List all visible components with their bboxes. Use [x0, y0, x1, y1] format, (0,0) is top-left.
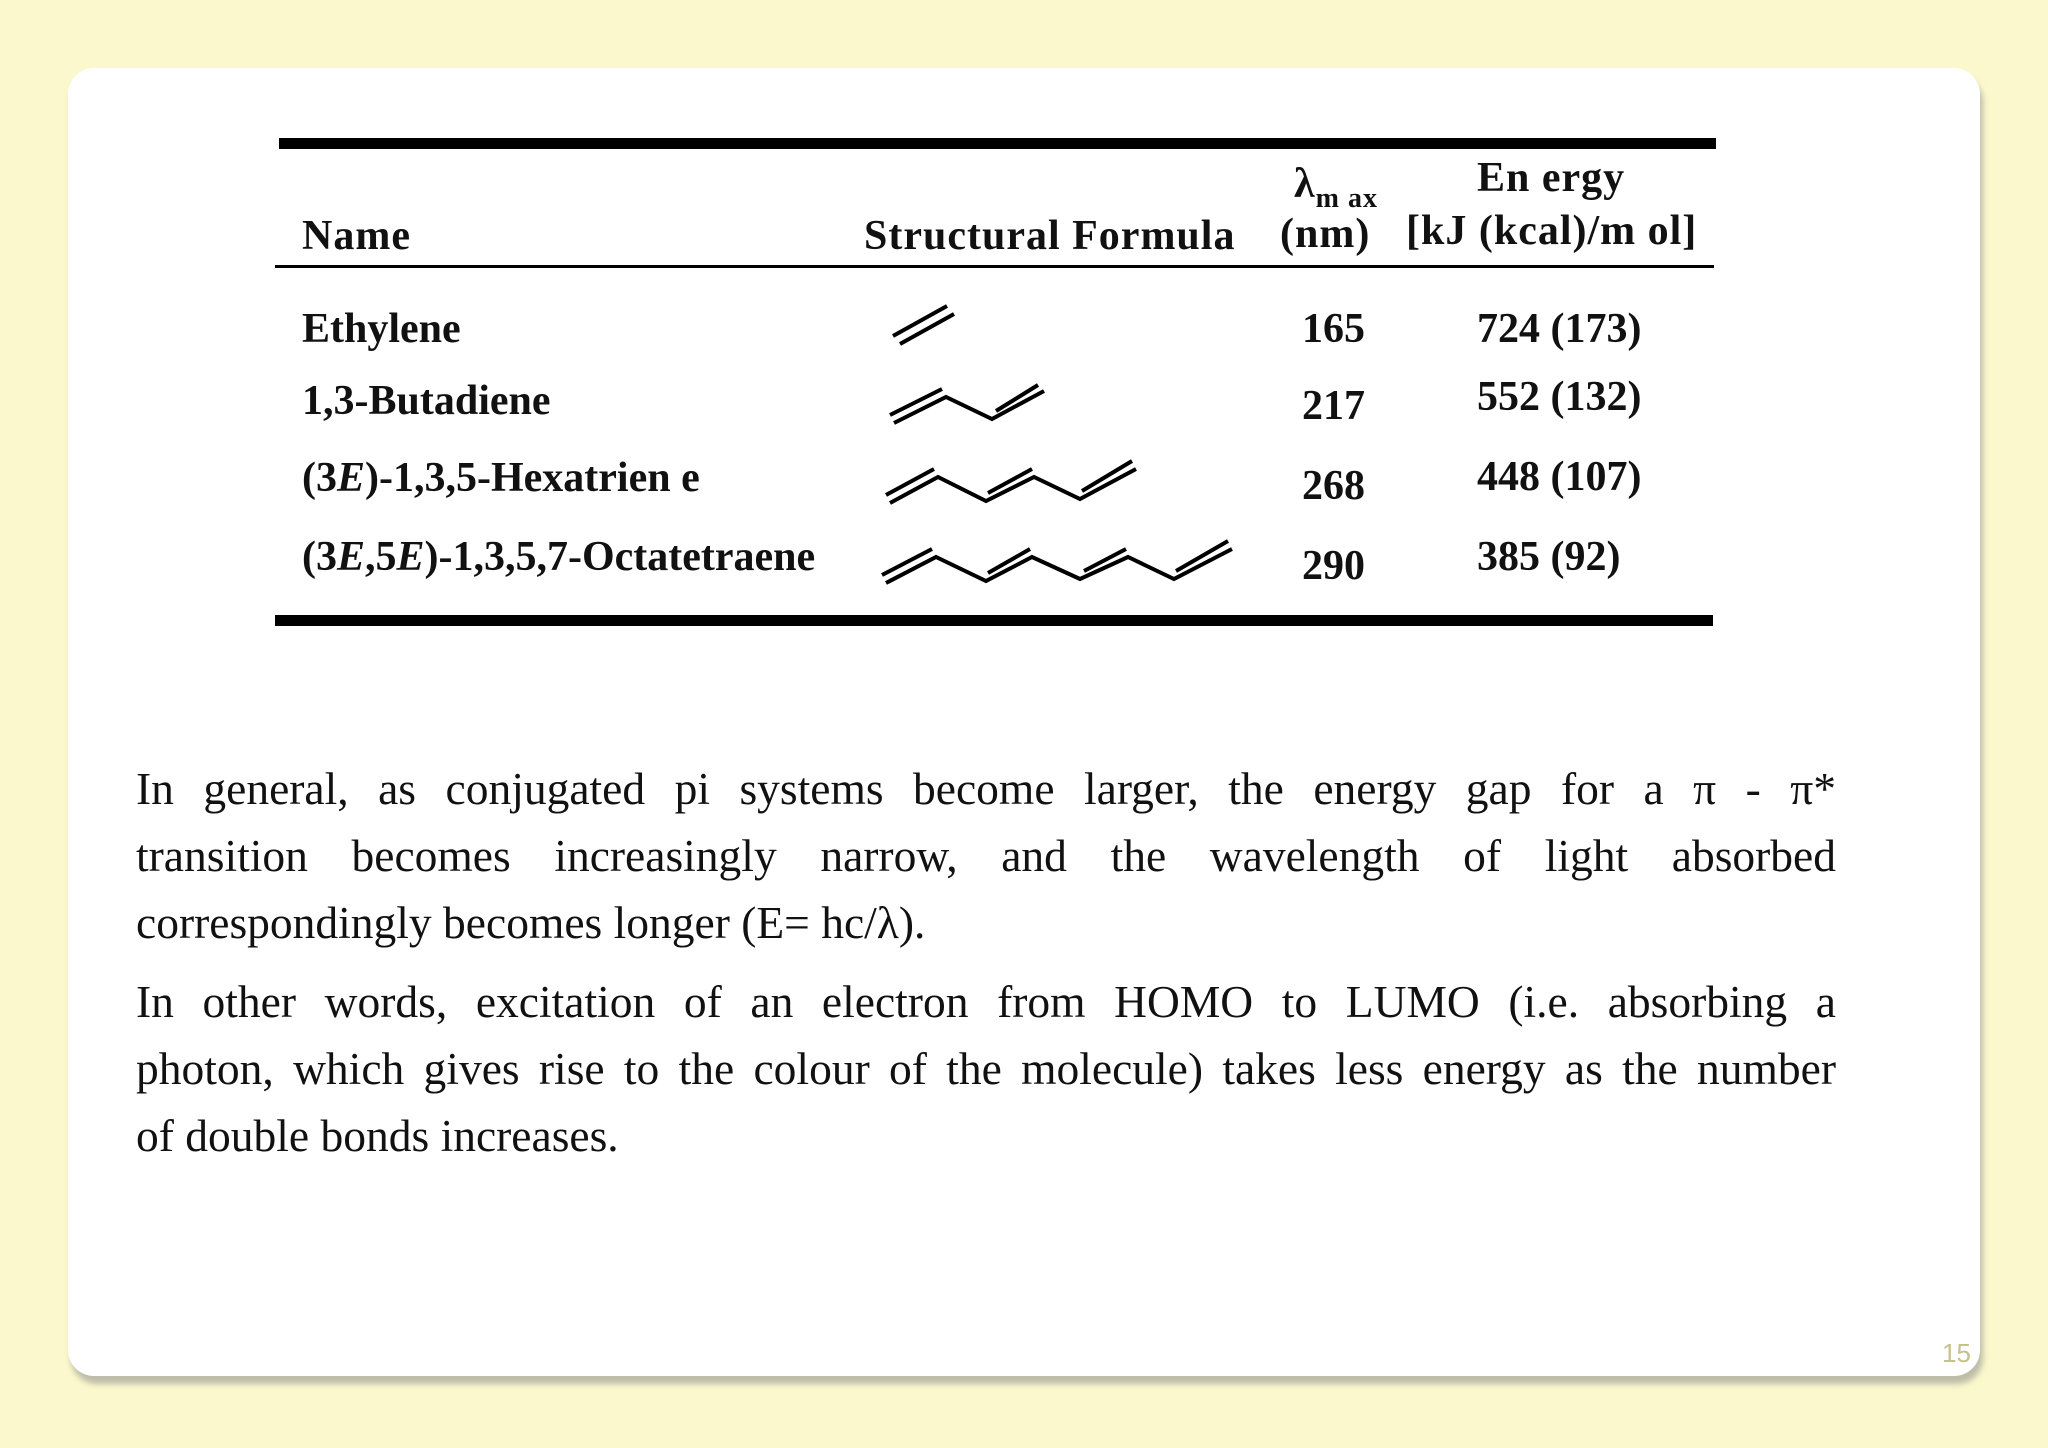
paragraph-line: correspondingly becomes longer (E= hc/λ).: [136, 897, 926, 948]
lambda-symbol: λ: [1294, 161, 1316, 207]
paragraph-2: [136, 968, 1836, 1169]
octatetraene-structure: [880, 535, 1240, 595]
lambda-subscript: m ax: [1315, 183, 1378, 214]
header-energy: En ergy: [1477, 155, 1626, 201]
paragraph-1: [136, 755, 1836, 956]
lambda-max-value: 268: [1302, 463, 1365, 509]
paragraph-line: of double bonds increases.: [136, 1110, 619, 1161]
energy-value: 724 (173): [1477, 306, 1642, 352]
compound-name: (3E)-1,3,5-Hexatrien e: [302, 455, 700, 501]
energy-value: 448 (107): [1477, 454, 1642, 500]
energy-value: 552 (132): [1477, 374, 1642, 420]
compound-name: 1,3-Butadiene: [302, 378, 551, 424]
header-lambda-unit: (nm): [1280, 211, 1371, 257]
page-number: 15: [1942, 1338, 1971, 1368]
ethylene-structure: [890, 300, 960, 350]
header-lambda-max: [1294, 160, 1378, 214]
paragraph-line: photon, which gives rise to the colour of the molecule) takes less energy as the number: [136, 1043, 1836, 1094]
paragraph-line: transition becomes increasingly narrow, and the wavelength of light absorbed: [136, 830, 1836, 881]
lambda-max-value: 217: [1302, 383, 1365, 429]
table-top-rule: [279, 138, 1716, 149]
hexatriene-structure: [884, 455, 1144, 515]
compound-name: Ethylene: [302, 306, 461, 352]
table-header-rule: [275, 265, 1714, 268]
energy-value: 385 (92): [1477, 534, 1621, 580]
butadiene-structure: [888, 375, 1048, 435]
paragraph-line: In other words, excitation of an electron from HOMO to LUMO (i.e. absorbing a: [136, 976, 1836, 1027]
header-energy-units: [kJ (kcal)/m ol]: [1406, 208, 1698, 254]
header-structural-formula: Structural Formula: [864, 213, 1236, 259]
lambda-max-value: 290: [1302, 543, 1365, 589]
table-bottom-rule: [275, 615, 1713, 626]
paragraph-line: In general, as conjugated pi systems become larger, the energy gap for a π - π*: [136, 763, 1836, 814]
header-name: Name: [302, 213, 411, 259]
compound-name: (3E,5E)-1,3,5,7-Octatetraene: [302, 534, 816, 580]
lambda-max-value: 165: [1302, 306, 1365, 352]
